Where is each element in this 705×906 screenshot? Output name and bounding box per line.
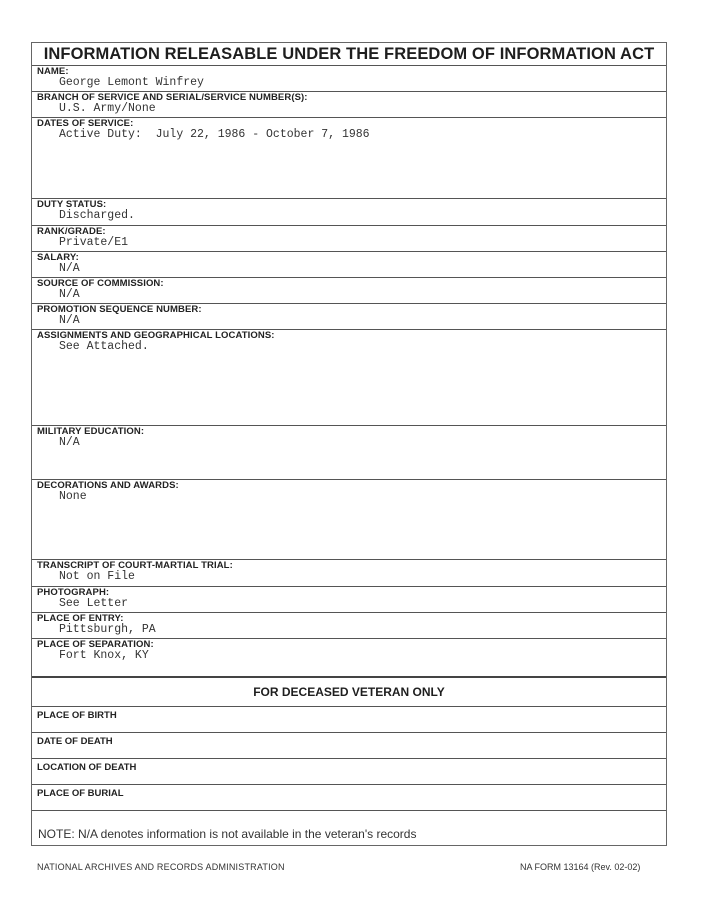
assignments-label: ASSIGNMENTS AND GEOGRAPHICAL LOCATIONS: (37, 330, 275, 341)
entry-value: Pittsburgh, PA (59, 623, 156, 636)
date-of-death-label: DATE OF DEATH (37, 736, 113, 747)
dates-value: Active Duty: July 22, 1986 - October 7, 1986 (59, 128, 370, 141)
field-commission (32, 277, 666, 303)
transcript-value: Not on File (59, 570, 135, 583)
field-place-of-birth (32, 706, 666, 732)
deceased-section-heading: FOR DECEASED VETERAN ONLY (32, 676, 666, 706)
note-text: NOTE: N/A denotes information is not available in the veteran's records (38, 827, 417, 841)
promotion-value: N/A (59, 314, 80, 327)
commission-value: N/A (59, 288, 80, 301)
field-duty-status (32, 198, 666, 225)
location-of-death-label: LOCATION OF DEATH (37, 762, 137, 773)
salary-value: N/A (59, 262, 80, 275)
name-value: George Lemont Winfrey (59, 76, 204, 89)
field-photograph (32, 586, 666, 612)
separation-label: PLACE OF SEPARATION: (37, 639, 154, 650)
field-decorations (32, 479, 666, 559)
field-promotion (32, 303, 666, 329)
name-label: NAME: (37, 66, 69, 77)
field-transcript (32, 559, 666, 586)
place-of-burial-label: PLACE OF BURIAL (37, 788, 124, 799)
field-separation (32, 638, 666, 676)
separation-value: Fort Knox, KY (59, 649, 149, 662)
form-title: INFORMATION RELEASABLE UNDER THE FREEDOM OF INFORMATION ACT (43, 45, 655, 63)
decorations-label: DECORATIONS AND AWARDS: (37, 480, 179, 491)
duty-status-value: Discharged. (59, 209, 135, 222)
field-education (32, 425, 666, 479)
branch-value: U.S. Army/None (59, 102, 156, 115)
field-date-of-death (32, 732, 666, 758)
foia-form (31, 42, 667, 846)
footer-form-number: NA FORM 13164 (Rev. 02-02) (520, 862, 641, 872)
note-section (32, 810, 666, 847)
dates-label: DATES OF SERVICE: (37, 118, 134, 129)
duty-status-label: DUTY STATUS: (37, 199, 107, 210)
field-dates (32, 117, 666, 198)
branch-label: BRANCH OF SERVICE AND SERIAL/SERVICE NUMBER(S): (37, 92, 308, 103)
field-salary (32, 251, 666, 277)
entry-label: PLACE OF ENTRY: (37, 613, 124, 624)
rank-label: RANK/GRADE: (37, 226, 106, 237)
education-label: MILITARY EDUCATION: (37, 426, 145, 437)
transcript-label: TRANSCRIPT OF COURT-MARTIAL TRIAL: (37, 560, 233, 571)
commission-label: SOURCE OF COMMISSION: (37, 278, 164, 289)
field-branch (32, 91, 666, 117)
decorations-value: None (59, 490, 87, 503)
field-rank (32, 225, 666, 251)
footer-agency: NATIONAL ARCHIVES AND RECORDS ADMINISTRATION (37, 862, 285, 872)
field-name (32, 65, 666, 91)
promotion-label: PROMOTION SEQUENCE NUMBER: (37, 304, 202, 315)
place-of-birth-label: PLACE OF BIRTH (37, 710, 117, 721)
education-value: N/A (59, 436, 80, 449)
field-entry (32, 612, 666, 638)
photograph-label: PHOTOGRAPH: (37, 587, 110, 598)
salary-label: SALARY: (37, 252, 79, 263)
rank-value: Private/E1 (59, 236, 129, 249)
field-assignments (32, 329, 666, 425)
assignments-value: See Attached. (59, 340, 149, 353)
photograph-value: See Letter (59, 597, 129, 610)
field-location-of-death (32, 758, 666, 784)
field-place-of-burial (32, 784, 666, 810)
